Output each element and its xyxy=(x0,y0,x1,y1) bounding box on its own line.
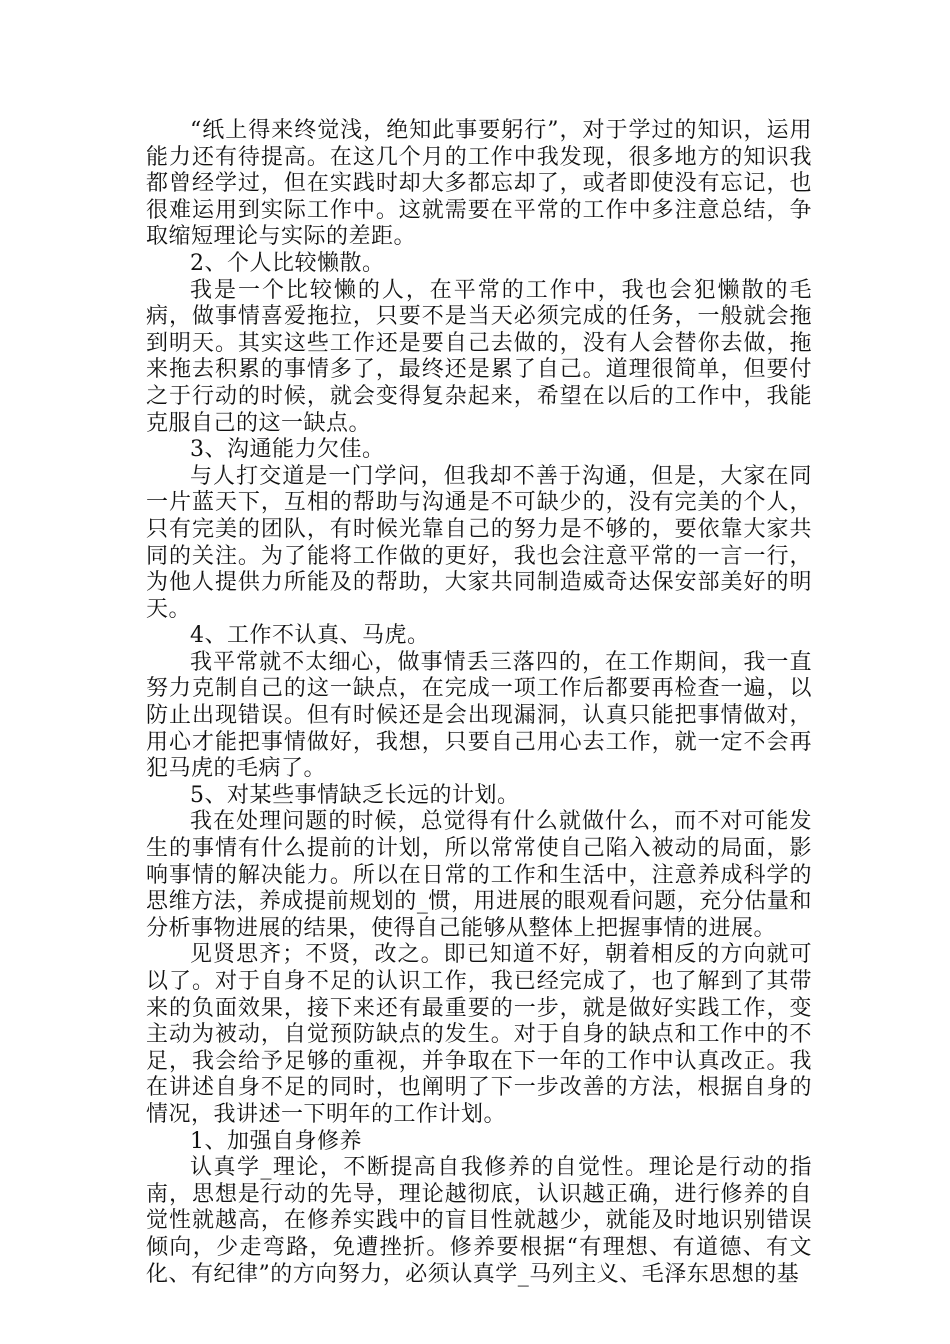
body-paragraph: 认真学_理论，不断提高自我修养的自觉性。理论是行动的指南，思想是行动的先导，理论越彻底，认识越正确，进行修养的自觉性就越高，在修养实践中的盲目性就越少，就能及时地识别错误倾向，少走弯路，免遭挫折。修养要根据“有理想、有道德、有文化、有纪律”的方向努力，必须认真学_马列主义、毛泽东思想的基 xyxy=(146,1155,812,1287)
body-paragraph: 我在处理问题的时候，总觉得有什么就做什么，而不对可能发生的事情有什么提前的计划，所以常常使自己陷入被动的局面，影响事情的解决能力。所以在日常的工作和生活中，注意养成科学的思维方法，养成提前规划的_惯，用进展的眼观看问题，充分估量和分析事物进展的结果，使得自己能够从整体上把握事情的进展。 xyxy=(146,809,812,941)
body-paragraph: 我是一个比较懒的人，在平常的工作中，我也会犯懒散的毛病，做事情喜爱拖拉，只要不是当天必须完成的任务，一般就会拖到明天。其实这些工作还是要自己去做的，没有人会替你去做，拖来拖去积累的事情多了，最终还是累了自己。道理很简单，但要付之于行动的时候，就会变得复杂起来，希望在以后的工作中，我能克服自己的这一缺点。 xyxy=(146,277,812,436)
body-paragraph: 与人打交道是一门学问，但我却不善于沟通，但是，大家在同一片蓝天下，互相的帮助与沟通是不可缺少的，没有完美的个人，只有完美的团队，有时候光靠自己的努力是不够的，要依靠大家共同的关注。为了能将工作做的更好，我也会注意平常的一言一行，为他人提供力所能及的帮助，大家共同制造威奇达保安部美好的明天。 xyxy=(146,463,812,622)
section-heading: 1、加强自身修养 xyxy=(190,1128,362,1154)
body-paragraph: 我平常就不太细心，做事情丢三落四的，在工作期间，我一直努力克制自己的这一缺点，在完成一项工作后都要再检查一遍，以防止出现错误。但有时候还是会出现漏洞，认真只能把事情做对，用心才能把事情做好，我想，只要自己用心去工作，就一定不会再犯马虎的毛病了。 xyxy=(146,649,812,782)
section-heading: 5、对某些事情缺乏长远的计划。 xyxy=(190,782,520,808)
body-paragraph: “纸上得来终觉浅，绝知此事要躬行”，对于学过的知识，运用能力还有待提高。在这几个月的工作中我发现，很多地方的知识我都曾经学过，但在实践时却大多都忘却了，或者即使没有忘记，也很难运用到实际工作中。这就需要在平常的工作中多注意总结，争取缩短理论与实际的差距。 xyxy=(146,118,812,250)
document-page xyxy=(146,118,812,1288)
section-heading: 2、个人比较懒散。 xyxy=(190,250,385,276)
section-heading: 3、沟通能力欠佳。 xyxy=(190,437,385,463)
section-heading: 4、工作不认真、马虎。 xyxy=(190,623,430,649)
body-paragraph: 见贤思齐；不贤，改之。即已知道不好，朝着相反的方向就可以了。对于自身不足的认识工作，我已经完成了，也了解到了其带来的负面效果，接下来还有最重要的一步，就是做好实践工作，变主动为被动，自觉预防缺点的发生。对于自身的缺点和工作中的不足，我会给予足够的重视，并争取在下一年的工作中认真改正。我在讲述自身不足的同时，也阐明了下一步改善的方法，根据自身的情况，我讲述一下明年的工作计划。 xyxy=(146,942,812,1127)
